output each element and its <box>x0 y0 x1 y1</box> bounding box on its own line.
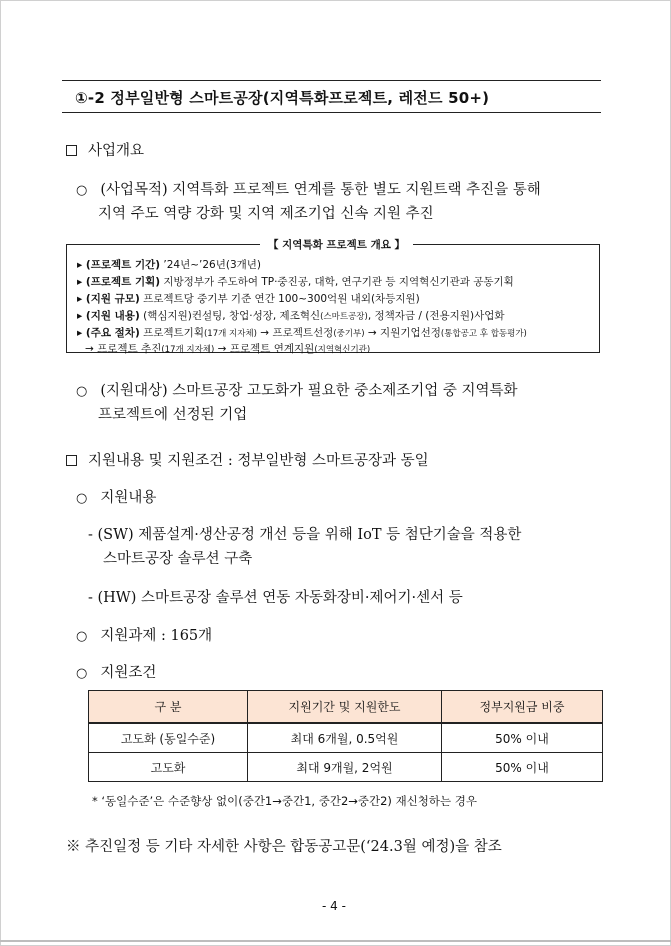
support-heading: 지원내용 및 지원조건 : 정부일반형 스마트공장과 동일 <box>66 449 429 470</box>
table-row <box>89 723 603 753</box>
title-bottom-rule <box>62 112 601 113</box>
sw-line-1: - (SW) 제품설계·생산공정 개선 등을 위해 IoT 등 첨단기술을 적용한 <box>88 527 522 543</box>
project-overview-box <box>66 239 600 355</box>
purpose-line-2: 지역 주도 역량 강화 및 지역 제조기업 신속 지원 추진 <box>98 206 434 222</box>
page-bottom-line <box>0 940 671 942</box>
square-bullet-icon <box>66 145 77 156</box>
table-row <box>89 753 603 782</box>
title-top-rule <box>62 80 601 81</box>
table-cell: 50% 이내 <box>442 753 603 782</box>
table-header-row <box>89 691 603 724</box>
table-cell: 최대 9개월, 2억원 <box>248 753 442 782</box>
project-box-title: 【 지역특화 프로젝트 개요 】 <box>260 237 413 252</box>
tasks-line: ○ 지원과제 : 165개 <box>76 628 213 644</box>
box-line-scale: ▸ (지원 규모) 프로젝트당 중기부 기준 연간 100~300억원 내외(차등지원) <box>77 293 420 305</box>
box-line-content: ▸ (지원 내용) (핵심지원)컨설팅, 창업·성장, 제조혁신(스마트공장), 정책자금 / (전용지원)사업화 <box>77 310 505 322</box>
overview-heading: 사업개요 <box>66 139 144 160</box>
table-header-cell: 구 분 <box>89 691 248 724</box>
table-cell: 50% 이내 <box>442 723 603 753</box>
page-number: - 4 - <box>322 899 346 913</box>
box-line-planning: ▸ (프로젝트 기획) 지방정부가 주도하여 TP·중진공, 대학, 연구기관 등 지역혁신기관과 공동기획 <box>77 276 514 288</box>
square-bullet-icon <box>66 455 77 466</box>
target-line-2: 프로젝트에 선정된 기업 <box>98 407 248 423</box>
table-cell: 고도화 (동일수준) <box>89 723 248 753</box>
table-cell: 고도화 <box>89 753 248 782</box>
content-heading: ○ 지원내용 <box>76 490 157 506</box>
box-line-procedure-cont: → 프로젝트 추진(17개 지자체) → 프로젝트 연계지원(지역혁신기관) <box>85 343 371 355</box>
circle-bullet-icon: ○ <box>76 629 88 644</box>
table-cell: 최대 6개월, 0.5억원 <box>248 723 442 753</box>
conditions-heading: ○ 지원조건 <box>76 665 157 681</box>
purpose-line-1: ○ (사업목적) 지역특화 프로젝트 연계를 통한 별도 지원트랙 추진을 통해 <box>76 182 541 198</box>
table-footnote: * ‘동일수준’은 수준향상 없이(중간1→중간1, 중간2→중간2) 재신청하는 경우 <box>92 794 477 808</box>
table-header-cell: 지원기간 및 지원한도 <box>248 691 442 724</box>
circle-bullet-icon: ○ <box>76 666 88 681</box>
box-line-procedure: ▸ (주요 절차) 프로젝트기획(17개 지자체) → 프로젝트선정(중기부) → 지원기업선정(통합공고 후 합동평가) <box>77 327 527 339</box>
box-line-period: ▸ (프로젝트 기간) ’24년~’26년(3개년) <box>77 259 262 271</box>
reference-note: ※ 추진일정 등 기타 자세한 사항은 합동공고문(‘24.3월 예정)을 참조 <box>66 839 502 855</box>
circle-bullet-icon: ○ <box>76 183 88 198</box>
section-title: ①-2 정부일반형 스마트공장(지역특화프로젝트, 레전드 50+) <box>75 89 490 107</box>
sw-line-2: 스마트공장 솔루션 구축 <box>103 551 253 567</box>
circle-bullet-icon: ○ <box>76 384 88 399</box>
circle-bullet-icon: ○ <box>76 491 88 506</box>
target-line-1: ○ (지원대상) 스마트공장 고도화가 필요한 중소제조기업 중 지역특화 <box>76 383 518 399</box>
conditions-table <box>88 690 603 782</box>
hw-line: - (HW) 스마트공장 솔루션 연동 자동화장비·제어기·센서 등 <box>88 590 463 606</box>
table-header-cell: 정부지원금 비중 <box>442 691 603 724</box>
